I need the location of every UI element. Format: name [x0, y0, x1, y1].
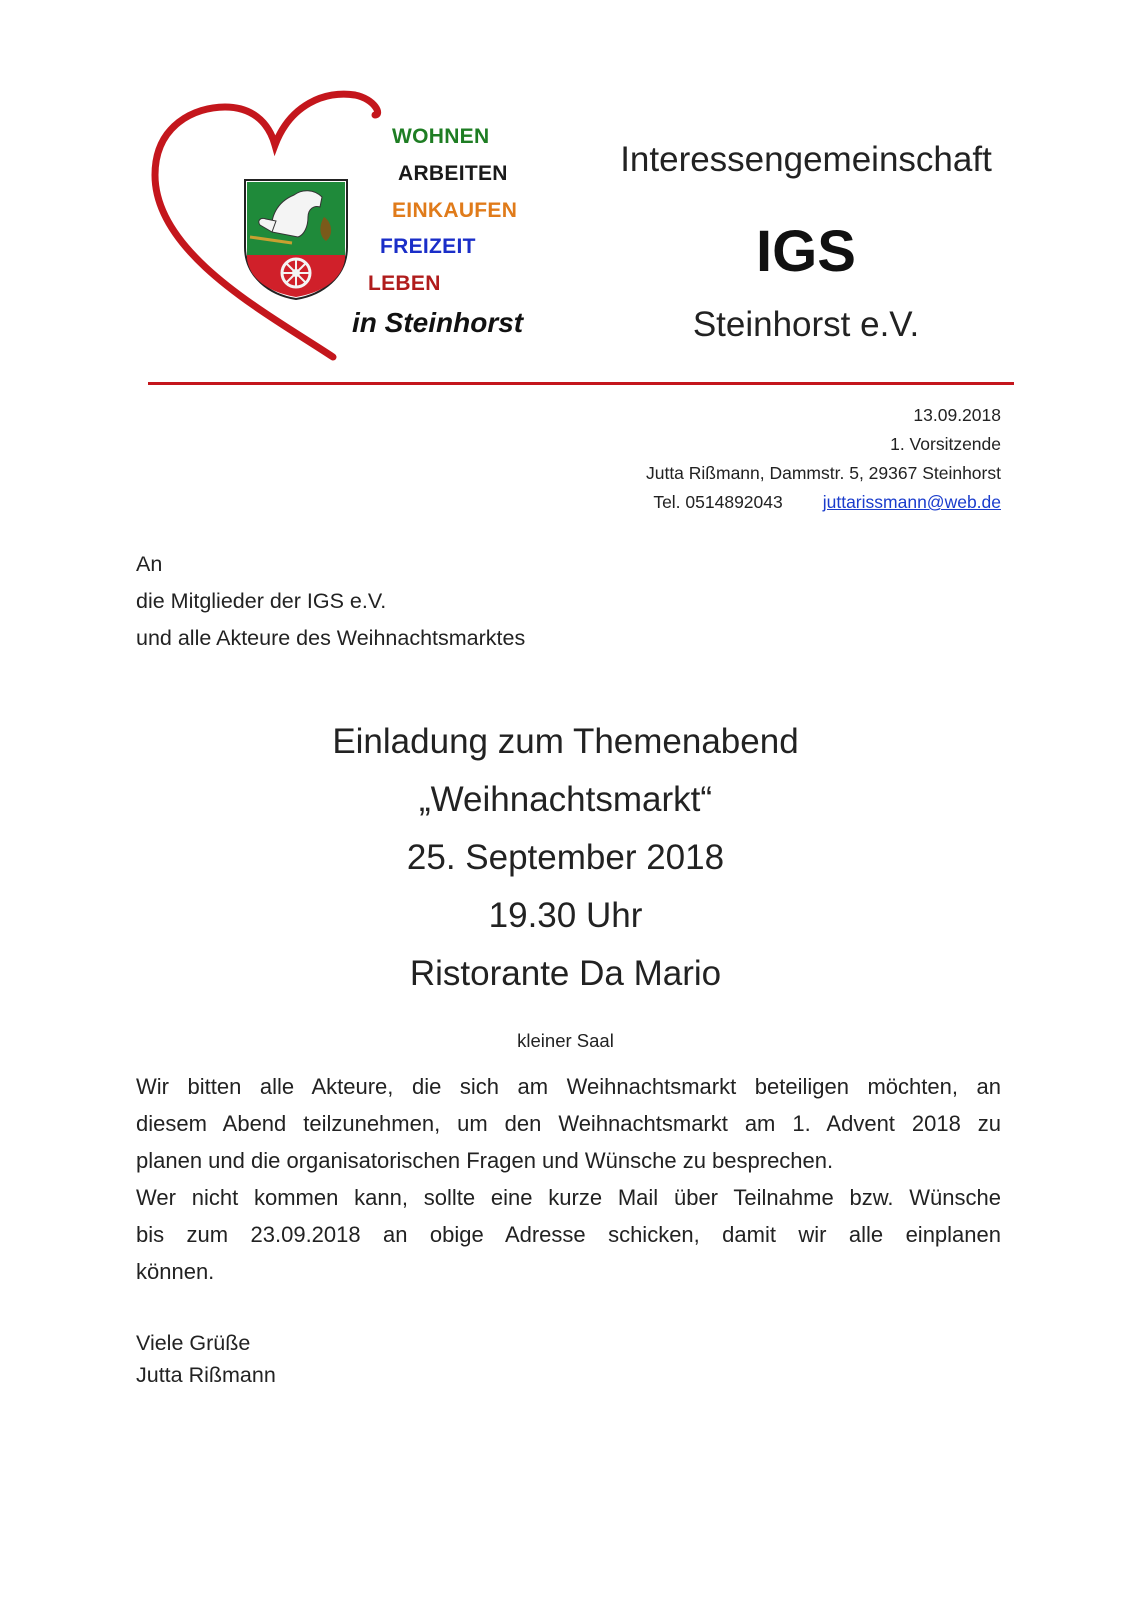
header-divider [148, 382, 1014, 385]
invitation-title: Einladung zum Themenabend [332, 722, 799, 761]
invitation-date: 25. September 2018 [406, 838, 725, 877]
sender-contact [653, 492, 1001, 513]
horse-crest-icon [242, 177, 350, 302]
invitation-venue: Ristorante Da Mario [409, 954, 722, 993]
body-line: können. [136, 1259, 215, 1284]
body-line: bis zum 23.09.2018 an obige Adresse schicken, damit wir alle einplanen [136, 1222, 1001, 1247]
recipient-line: und alle Akteure des Weihnachtsmarktes [136, 626, 526, 650]
invitation-time: 19.30 Uhr [488, 896, 643, 935]
sender-date: 13.09.2018 [913, 405, 1001, 425]
recipient-line: die Mitglieder der IGS e.V. [136, 589, 387, 613]
closing-greeting: Viele Grüße [136, 1331, 251, 1355]
logo-word-freizeit: FREIZEIT [380, 235, 476, 258]
logo [150, 85, 550, 370]
logo-word-einkaufen: EINKAUFEN [392, 199, 518, 222]
email-link[interactable]: juttarissmann@web.de [822, 492, 1001, 512]
header-org: Interessengemeinschaft [620, 140, 992, 179]
header-name: Steinhorst e.V. [692, 305, 920, 344]
sender-role: 1. Vorsitzende [890, 434, 1001, 454]
invitation-topic: „Weihnachtsmarkt“ [418, 780, 713, 819]
logo-word-arbeiten: ARBEITEN [398, 162, 508, 185]
body-line: planen und die organisatorischen Fragen und Wünsche zu besprechen. [136, 1148, 834, 1173]
recipient-line: An [136, 552, 163, 576]
logo-place: in Steinhorst [352, 307, 524, 338]
sender-address: Jutta Rißmann, Dammstr. 5, 29367 Steinhorst [645, 463, 1001, 483]
sender-phone: Tel. 0514892043 [653, 492, 783, 512]
closing-signature: Jutta Rißmann [136, 1363, 276, 1387]
body-line: Wer nicht kommen kann, sollte eine kurze Mail über Teilnahme bzw. Wünsche [136, 1185, 1001, 1210]
body-line: diesem Abend teilzunehmen, um den Weihnachtsmarkt am 1. Advent 2018 zu [136, 1111, 1001, 1136]
logo-word-wohnen: WOHNEN [392, 125, 490, 148]
header-abbr: IGS [756, 219, 856, 284]
body-line: Wir bitten alle Akteure, die sich am Weihnachtsmarkt beteiligen möchten, an [136, 1074, 1001, 1099]
invitation-room: kleiner Saal [517, 1030, 614, 1051]
logo-word-leben: LEBEN [368, 272, 441, 295]
